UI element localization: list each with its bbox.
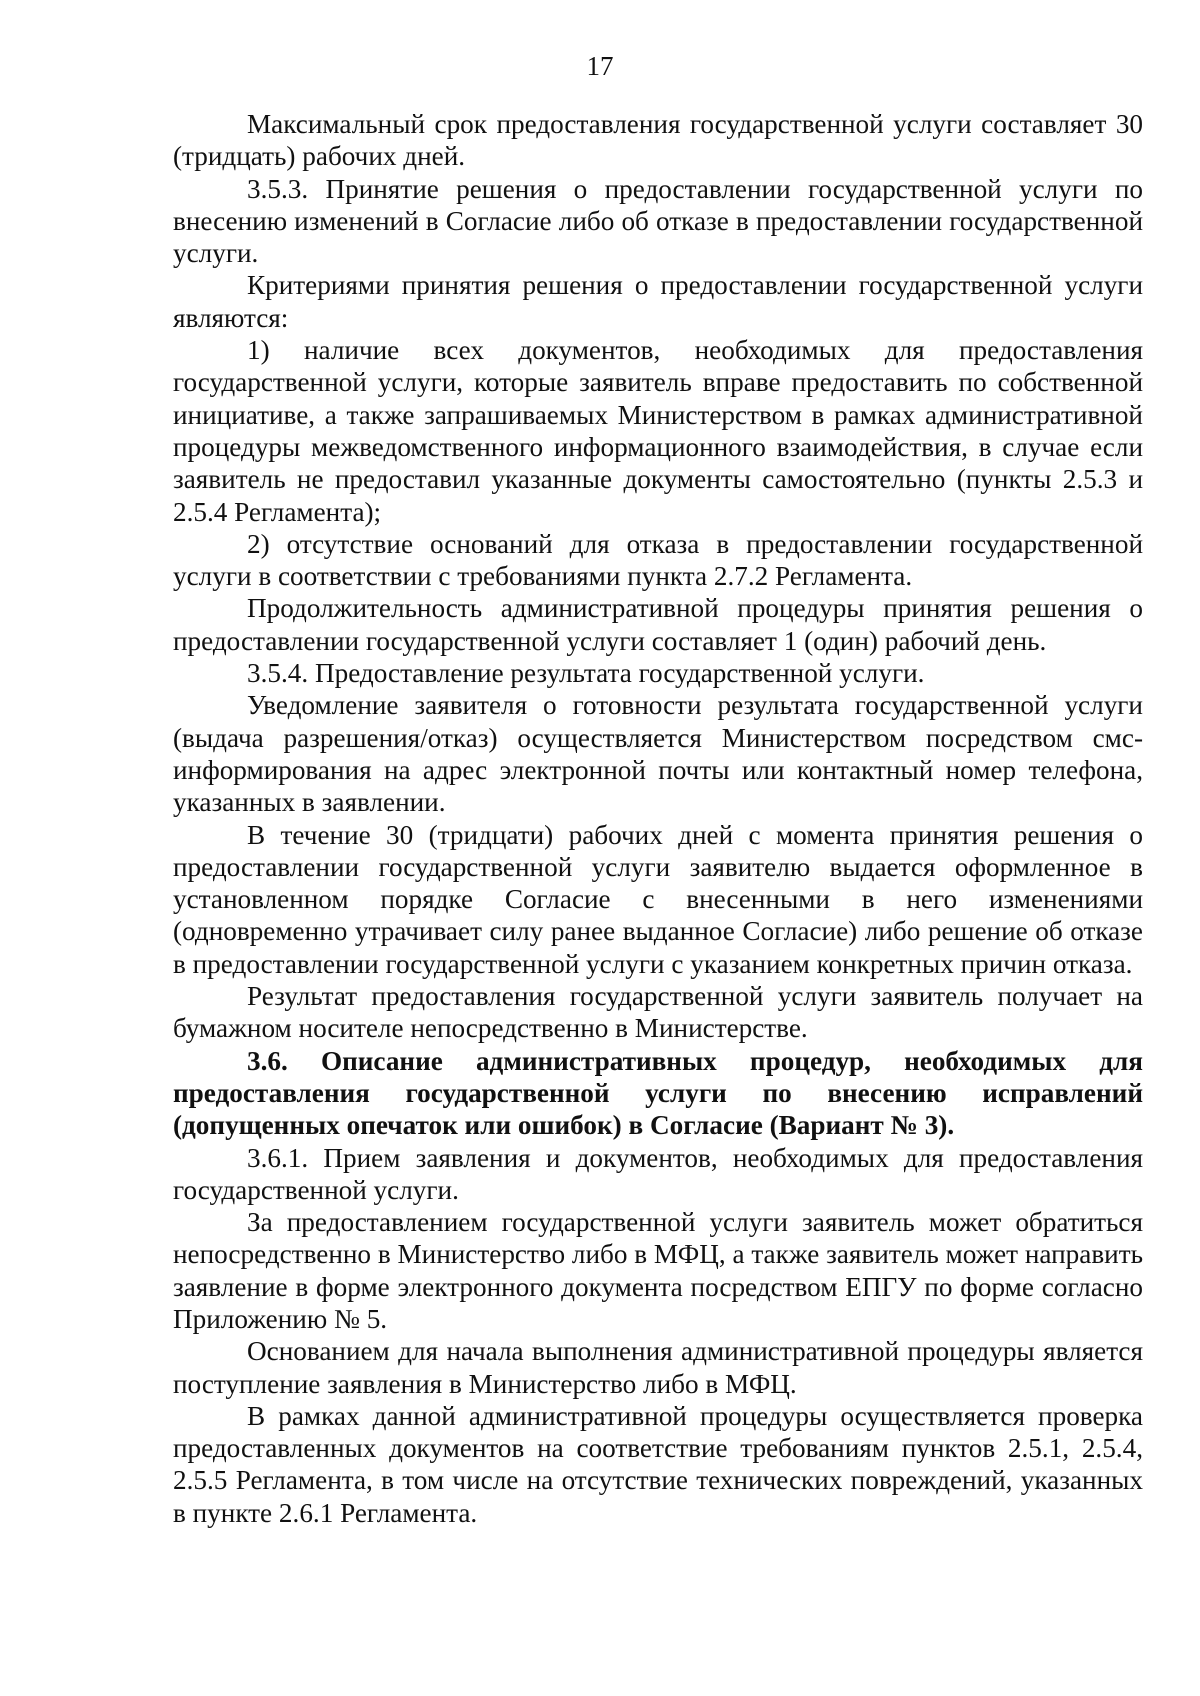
paragraph-application: За предоставлением государственной услуги заявитель может обратиться непосредственно в Министерство либо в МФЦ, а также заявитель может направить заявление в форме электронного документа посредством ЕПГУ по форме согласно Приложению № 5. — [173, 1207, 1143, 1334]
paragraph-result: Результат предоставления государственной услуги заявитель получает на бумажном носителе непосредственно в Министерстве. — [173, 981, 1143, 1044]
paragraph-3-5-4: 3.5.4. Предоставление результата государственной услуги. — [247, 658, 925, 689]
paragraph-3-5-3: 3.5.3. Принятие решения о предоставлении государственной услуги по внесению изменений в Согласие либо об отказе в предоставлении государственной услуги. — [173, 173, 1143, 269]
paragraph-max-term: Максимальный срок предоставления государственной услуги составляет 30 (тридцать) рабочих дней. — [173, 109, 1143, 172]
paragraph-basis: Основанием для начала выполнения административной процедуры является поступление заявления в Министерство либо в МФЦ. — [173, 1336, 1143, 1399]
paragraph-criterion-1: 1) наличие всех документов, необходимых для предоставления государственной услуги, которые заявитель вправе предоставить по собственной инициативе, а также запрашиваемых Министерством в рамках административной процедуры межведомственного информационного взаимодействия, в случае если заявитель не предоставил указанные документы самостоятельно (пункты 2.5.3 и 2.5.4 Регламента); — [173, 335, 1143, 527]
paragraph-3-6-1: 3.6.1. Прием заявления и документов, необходимых для предоставления государственной услуги. — [173, 1142, 1143, 1205]
paragraph-duration: Продолжительность административной процедуры принятия решения о предоставлении государственной услуги составляет 1 (один) рабочий день. — [173, 593, 1143, 656]
section-heading-3-6: 3.6. Описание административных процедур, необходимых для предоставления государственной услуги по внесению исправлений (допущенных опечаток или ошибок) в Согласие (Вариант № 3). — [173, 1045, 1143, 1141]
page-number: 17 — [586, 51, 614, 81]
paragraph-verification: В рамках данной административной процедуры осуществляется проверка предоставленных документов на соответствие требованиям пунктов 2.5.1, 2.5.4, 2.5.5 Регламента, в том числе на отсутствие технических повреждений, указанных в пункте 2.6.1 Регламента. — [173, 1400, 1143, 1528]
paragraph-criterion-2: 2) отсутствие оснований для отказа в предоставлении государственной услуги в соответствии с требованиями пункта 2.7.2 Регламента. — [173, 528, 1143, 592]
paragraph-criteria: Критериями принятия решения о предоставлении государственной услуги являются: — [173, 270, 1143, 333]
paragraph-issuance: В течение 30 (тридцати) рабочих дней с момента принятия решения о предоставлении государственной услуги заявителю выдается оформленное в установленном порядке Согласие с внесенными в него изменениями (одновременно утрачивает силу ранее выданное Согласие) либо решение об отказе в предоставлении государственной услуги с указанием конкретных причин отказа. — [173, 819, 1143, 979]
paragraph-notification: Уведомление заявителя о готовности результата государственной услуги (выдача разрешения/отказ) осуществляется Министерством посредством смс-информирования на адрес электронной почты или контактный номер телефона, указанных в заявлении. — [173, 690, 1143, 818]
document-body — [173, 108, 1143, 1529]
